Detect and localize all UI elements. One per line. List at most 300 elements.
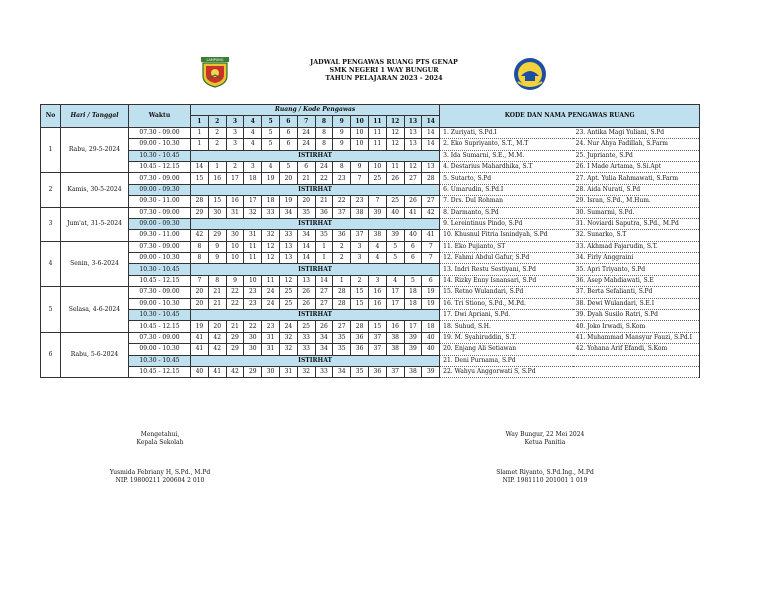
proctor-code: 10 xyxy=(351,127,369,138)
proctor-code: 39 xyxy=(404,332,422,343)
proctor-code: 22 xyxy=(226,287,244,298)
proctor-code: 32 xyxy=(262,230,280,241)
proctor-code: 12 xyxy=(262,241,280,252)
proctor-list-right: 33. Akhmad Fajarudin, S.T. xyxy=(573,241,700,252)
proctor-list-left: 10. Khusnul Fitria Isnindyah, S.Pd xyxy=(440,230,573,241)
proctor-code: 1 xyxy=(191,139,209,150)
proctor-code: 29 xyxy=(208,230,226,241)
proctor-code: 15 xyxy=(208,196,226,207)
proctor-list-right: 40. Joko Irwadi, S.Kom xyxy=(573,321,700,332)
proctor-code: 26 xyxy=(386,173,404,184)
break-cell: ISTIRHAT xyxy=(191,264,440,275)
proctor-code: 7 xyxy=(422,241,440,252)
proctor-code: 16 xyxy=(368,298,386,309)
proctor-code: 26 xyxy=(297,298,315,309)
time-slot: 07.30 - 09.00 xyxy=(129,332,191,343)
proctor-code: 14 xyxy=(297,253,315,264)
proctor-code: 30 xyxy=(262,366,280,377)
proctor-code: 32 xyxy=(244,207,262,218)
proctor-code: 18 xyxy=(404,287,422,298)
day-number: 5 xyxy=(41,287,61,333)
proctor-code: 9 xyxy=(208,253,226,264)
proctor-code: 9 xyxy=(351,161,369,172)
proctor-code: 3 xyxy=(351,241,369,252)
proctor-code: 17 xyxy=(244,196,262,207)
proctor-code: 20 xyxy=(191,298,209,309)
proctor-code: 8 xyxy=(315,127,333,138)
room-number: 7 xyxy=(297,116,315,127)
proctor-code: 18 xyxy=(244,173,262,184)
proctor-code: 4 xyxy=(244,139,262,150)
schedule-row xyxy=(41,230,700,241)
proctor-code: 7 xyxy=(191,275,209,286)
proctor-code: 22 xyxy=(226,298,244,309)
time-slot: 10.30 - 10.45 xyxy=(129,264,191,275)
proctor-code: 15 xyxy=(191,173,209,184)
proctor-code: 29 xyxy=(226,332,244,343)
proctor-code: 19 xyxy=(279,196,297,207)
day-date: Rabu, 29-5-2024 xyxy=(61,127,129,173)
proctor-code: 26 xyxy=(297,287,315,298)
proctor-code: 25 xyxy=(279,287,297,298)
room-number: 11 xyxy=(368,116,386,127)
time-slot: 10.30 - 10.45 xyxy=(129,150,191,161)
proctor-code: 37 xyxy=(368,344,386,355)
proctor-code: 36 xyxy=(351,332,369,343)
header-row xyxy=(41,105,700,116)
time-slot: 10.45 - 12.15 xyxy=(129,275,191,286)
proctor-list-right: 42. Yohana Arif Efandi, S.Kom xyxy=(573,344,700,355)
proctor-code: 42 xyxy=(208,332,226,343)
time-slot: 09.00 - 10.30 xyxy=(129,344,191,355)
proctor-list-right: 41. Muhammad Mansyur Fauzi, S.Pd.I xyxy=(573,332,700,343)
proctor-code: 38 xyxy=(368,230,386,241)
proctor-code: 4 xyxy=(368,241,386,252)
time-slot: 09.00 - 10.30 xyxy=(129,253,191,264)
day-number: 2 xyxy=(41,173,61,207)
proctor-code: 25 xyxy=(368,173,386,184)
schedule-row xyxy=(41,287,700,298)
proctor-code: 30 xyxy=(244,344,262,355)
time-slot: 10.45 - 12.15 xyxy=(129,366,191,377)
sign-left-nip: NIP. 19800211 200604 2 010 xyxy=(115,477,205,484)
proctor-code: 24 xyxy=(279,321,297,332)
schedule-row xyxy=(41,355,700,366)
schedule-row xyxy=(41,344,700,355)
proctor-code: 42 xyxy=(226,366,244,377)
proctor-list-right: 34. Firly Anggraini xyxy=(573,253,700,264)
time-slot: 07.30 - 09.00 xyxy=(129,207,191,218)
proctor-code: 6 xyxy=(279,139,297,150)
proctor-code: 23 xyxy=(351,196,369,207)
time-slot: 09.30 - 11.00 xyxy=(129,196,191,207)
proctor-code: 7 xyxy=(422,253,440,264)
proctor-code: 38 xyxy=(351,207,369,218)
room-number: 12 xyxy=(386,116,404,127)
proctor-code: 32 xyxy=(297,366,315,377)
proctor-code: 34 xyxy=(333,366,351,377)
proctor-code: 19 xyxy=(422,298,440,309)
proctor-code: 3 xyxy=(244,161,262,172)
proctor-code: 26 xyxy=(315,321,333,332)
schedule-row xyxy=(41,275,700,286)
proctor-code: 30 xyxy=(244,332,262,343)
proctor-code: 31 xyxy=(279,366,297,377)
proctor-code: 1 xyxy=(315,241,333,252)
document-header xyxy=(0,58,768,82)
proctor-code: 6 xyxy=(422,275,440,286)
proctor-code: 14 xyxy=(422,139,440,150)
proctor-list-right: 39. Dyah Susilo Ratri, S.Pd xyxy=(573,310,700,321)
proctor-code: 39 xyxy=(404,344,422,355)
proctor-list-left: 17. Dwi Apriani, S.Pd. xyxy=(440,310,573,321)
proctor-code: 19 xyxy=(191,321,209,332)
schedule-row xyxy=(41,184,700,195)
proctor-code: 4 xyxy=(262,161,280,172)
proctor-list-right: 32. Sunarko, S.T xyxy=(573,230,700,241)
proctor-code: 12 xyxy=(386,127,404,138)
proctor-list-left: 15. Retno Wulandari, S.Pd xyxy=(440,287,573,298)
proctor-code: 10 xyxy=(351,139,369,150)
proctor-code: 36 xyxy=(351,344,369,355)
proctor-code: 7 xyxy=(351,173,369,184)
proctor-code: 40 xyxy=(404,230,422,241)
proctor-code: 14 xyxy=(191,161,209,172)
proctor-code: 31 xyxy=(262,344,280,355)
proctor-code: 31 xyxy=(262,332,280,343)
schedule-row xyxy=(41,253,700,264)
proctor-code: 37 xyxy=(368,332,386,343)
proctor-code: 15 xyxy=(368,321,386,332)
col-header-room: Ruang / Kode Pengawas xyxy=(191,105,440,116)
proctor-code: 30 xyxy=(208,207,226,218)
time-slot: 10.45 - 12.15 xyxy=(129,161,191,172)
proctor-code: 34 xyxy=(297,230,315,241)
proctor-list-left: 7. Drs. Dul Rohman xyxy=(440,196,573,207)
time-slot: 10.30 - 10.45 xyxy=(129,310,191,321)
proctor-code: 32 xyxy=(279,332,297,343)
proctor-code: 22 xyxy=(315,173,333,184)
proctor-list-left: 6. Umarudin, S.Pd.I xyxy=(440,184,573,195)
proctor-code: 41 xyxy=(208,366,226,377)
proctor-code: 39 xyxy=(386,230,404,241)
proctor-code: 40 xyxy=(191,366,209,377)
proctor-code: 13 xyxy=(297,275,315,286)
proctor-code: 17 xyxy=(404,321,422,332)
proctor-code: 4 xyxy=(386,275,404,286)
sign-left-name: Yusmida Febriany H, S.Pd., M.Pd xyxy=(109,469,211,476)
time-slot: 09.30 - 11.00 xyxy=(129,230,191,241)
room-number: 13 xyxy=(404,116,422,127)
proctor-code: 38 xyxy=(386,332,404,343)
proctor-code: 10 xyxy=(226,253,244,264)
proctor-code: 11 xyxy=(262,275,280,286)
proctor-code: 41 xyxy=(422,230,440,241)
school-name: SMK NEGERI 1 WAY BUNGUR xyxy=(329,66,439,74)
proctor-code: 5 xyxy=(262,139,280,150)
day-date: Selasa, 4-6-2024 xyxy=(61,287,129,333)
doc-title: JADWAL PENGAWAS RUANG PTS GENAP xyxy=(310,58,458,66)
proctor-list-left: 8. Darmanto, S.Pd xyxy=(440,207,573,218)
proctor-code: 33 xyxy=(262,207,280,218)
room-number: 1 xyxy=(191,116,209,127)
proctor-code: 33 xyxy=(315,366,333,377)
proctor-code: 39 xyxy=(422,366,440,377)
proctor-code: 1 xyxy=(315,253,333,264)
col-header-no: No xyxy=(41,105,61,128)
proctor-list-right: 31. Noviardi Saputra, S.Pd., M.Pd xyxy=(573,218,700,229)
proctor-code: 28 xyxy=(191,196,209,207)
proctor-code: 2 xyxy=(333,241,351,252)
proctor-code: 25 xyxy=(297,321,315,332)
proctor-code: 27 xyxy=(333,321,351,332)
proctor-code: 29 xyxy=(191,207,209,218)
schedule-row xyxy=(41,241,700,252)
proctor-list-left: 9. Lereintinus Pindo, S.Pd xyxy=(440,218,573,229)
proctor-code: 11 xyxy=(244,241,262,252)
day-number: 6 xyxy=(41,332,61,378)
proctor-code: 20 xyxy=(279,173,297,184)
proctor-code: 25 xyxy=(279,298,297,309)
proctor-code: 11 xyxy=(368,139,386,150)
proctor-code: 24 xyxy=(262,287,280,298)
proctor-code: 28 xyxy=(422,173,440,184)
proctor-list-right: 24. Nur Ahya Fadillah, S.Farm xyxy=(573,139,700,150)
day-date: Kamis, 30-5-2024 xyxy=(61,173,129,207)
proctor-code: 31 xyxy=(244,230,262,241)
proctor-code: 16 xyxy=(386,321,404,332)
col-header-day: Hari / Tanggal xyxy=(61,105,129,128)
proctor-code: 28 xyxy=(333,287,351,298)
proctor-code: 37 xyxy=(351,230,369,241)
proctor-list-right: 28. Aida Nurati, S.Pd xyxy=(573,184,700,195)
proctor-code: 24 xyxy=(262,298,280,309)
room-number: 5 xyxy=(262,116,280,127)
room-number: 3 xyxy=(226,116,244,127)
proctor-list-left: 21. Deni Purnama, S.Pd xyxy=(440,355,573,366)
proctor-code: 2 xyxy=(333,253,351,264)
proctor-code: 3 xyxy=(351,253,369,264)
proctor-code: 11 xyxy=(368,127,386,138)
proctor-list-right: 26. I Made Artama, S.Si.Apt xyxy=(573,161,700,172)
day-number: 4 xyxy=(41,241,61,287)
academic-year: TAHUN PELAJARAN 2023 - 2024 xyxy=(325,74,443,82)
proctor-code: 11 xyxy=(244,253,262,264)
day-number: 3 xyxy=(41,207,61,241)
signature-left xyxy=(100,431,220,485)
proctor-code: 13 xyxy=(279,253,297,264)
proctor-code: 34 xyxy=(279,207,297,218)
time-slot: 10.30 - 10.45 xyxy=(129,355,191,366)
proctor-code: 18 xyxy=(404,298,422,309)
proctor-code: 35 xyxy=(315,230,333,241)
time-slot: 07.30 - 09.00 xyxy=(129,287,191,298)
proctor-code: 36 xyxy=(315,207,333,218)
proctor-code: 23 xyxy=(262,321,280,332)
proctor-code: 21 xyxy=(208,298,226,309)
room-number: 10 xyxy=(351,116,369,127)
proctor-list-left: 3. Ida Sumarni, S.E., M.M. xyxy=(440,150,573,161)
proctor-list-right: 23. Antika Magi Yuliani, S.Pd xyxy=(573,127,700,138)
proctor-code: 9 xyxy=(208,241,226,252)
proctor-code: 8 xyxy=(208,275,226,286)
proctor-code: 15 xyxy=(351,287,369,298)
proctor-code: 34 xyxy=(315,332,333,343)
proctor-code: 20 xyxy=(191,287,209,298)
time-slot: 09.00 - 10.30 xyxy=(129,298,191,309)
proctor-code: 13 xyxy=(404,139,422,150)
proctor-code: 29 xyxy=(226,344,244,355)
proctor-code: 6 xyxy=(279,127,297,138)
proctor-code: 9 xyxy=(333,139,351,150)
proctor-code: 2 xyxy=(208,139,226,150)
proctor-list-left: 2. Eko Supriyanto, S.T., M.T xyxy=(440,139,573,150)
proctor-code: 8 xyxy=(315,139,333,150)
proctor-code: 21 xyxy=(315,196,333,207)
proctor-code: 5 xyxy=(386,253,404,264)
proctor-code: 10 xyxy=(368,161,386,172)
proctor-list-left: 11. Eko Pujianto, ST xyxy=(440,241,573,252)
signature-right xyxy=(470,431,620,485)
schedule-row xyxy=(41,173,700,184)
proctor-code: 8 xyxy=(191,253,209,264)
proctor-list-right: 27. Apt. Yulia Rahmawati, S.Farm xyxy=(573,173,700,184)
time-slot: 07.30 - 09.00 xyxy=(129,173,191,184)
proctor-code: 19 xyxy=(262,173,280,184)
sign-right-line2: Ketua Panitia xyxy=(524,439,566,446)
proctor-code: 19 xyxy=(422,287,440,298)
proctor-list-left: 16. Tri Stiono, S.Pd., M.Pd. xyxy=(440,298,573,309)
proctor-code: 23 xyxy=(244,298,262,309)
proctor-list-left: 1. Zuriyati, S.Pd.I xyxy=(440,127,573,138)
proctor-list-right: 25. Jupriante, S.Pd xyxy=(573,150,700,161)
proctor-schedule-table xyxy=(40,104,700,378)
proctor-code: 15 xyxy=(351,298,369,309)
proctor-code: 23 xyxy=(333,173,351,184)
proctor-code: 24 xyxy=(315,161,333,172)
day-date: Rabu, 5-6-2024 xyxy=(61,332,129,378)
proctor-code: 34 xyxy=(315,344,333,355)
schedule-row xyxy=(41,207,700,218)
break-cell: ISTIRHAT xyxy=(191,310,440,321)
proctor-list-right: 35. Apri Triyanto, S.Pd xyxy=(573,264,700,275)
proctor-list-right: 36. Asep Mahdiawati, S.E xyxy=(573,275,700,286)
proctor-code: 18 xyxy=(422,321,440,332)
proctor-code: 6 xyxy=(404,253,422,264)
proctor-code: 14 xyxy=(297,241,315,252)
proctor-code: 17 xyxy=(386,287,404,298)
time-slot: 10.45 - 12.15 xyxy=(129,321,191,332)
proctor-code: 2 xyxy=(208,127,226,138)
proctor-code: 26 xyxy=(404,196,422,207)
proctor-list-right xyxy=(573,355,700,366)
proctor-code: 23 xyxy=(244,287,262,298)
schedule-row xyxy=(41,161,700,172)
proctor-code: 31 xyxy=(226,207,244,218)
proctor-code: 36 xyxy=(333,230,351,241)
proctor-code: 35 xyxy=(297,207,315,218)
proctor-code: 5 xyxy=(279,161,297,172)
proctor-code: 2 xyxy=(226,161,244,172)
schedule-row xyxy=(41,366,700,377)
proctor-code: 12 xyxy=(386,139,404,150)
proctor-code: 41 xyxy=(404,207,422,218)
sign-left-line1: Mengetahui, xyxy=(140,431,180,438)
break-cell: ISTIRHAT xyxy=(191,218,440,229)
proctor-code: 5 xyxy=(386,241,404,252)
schedule-row xyxy=(41,310,700,321)
proctor-code: 42 xyxy=(191,230,209,241)
proctor-code: 35 xyxy=(333,332,351,343)
proctor-code: 12 xyxy=(262,253,280,264)
sign-right-nip: NIP. 1981110 201001 1 019 xyxy=(502,477,588,484)
proctor-code: 42 xyxy=(208,344,226,355)
proctor-code: 40 xyxy=(422,332,440,343)
proctor-code: 38 xyxy=(386,344,404,355)
proctor-code: 16 xyxy=(368,287,386,298)
proctor-code: 9 xyxy=(333,127,351,138)
time-slot: 09.00 - 09.30 xyxy=(129,184,191,195)
proctor-code: 4 xyxy=(368,253,386,264)
proctor-code: 18 xyxy=(262,196,280,207)
proctor-code: 37 xyxy=(333,207,351,218)
time-slot: 07.30 - 09.00 xyxy=(129,241,191,252)
proctor-code: 17 xyxy=(386,298,404,309)
proctor-code: 1 xyxy=(333,275,351,286)
proctor-code: 3 xyxy=(226,127,244,138)
proctor-code: 24 xyxy=(297,127,315,138)
proctor-code: 35 xyxy=(333,344,351,355)
proctor-code: 10 xyxy=(226,241,244,252)
schedule-row xyxy=(41,321,700,332)
proctor-code: 28 xyxy=(351,321,369,332)
schedule-row xyxy=(41,298,700,309)
proctor-code: 39 xyxy=(368,207,386,218)
proctor-list-left: 12. Fahmi Abdul Gafur, S.Pd xyxy=(440,253,573,264)
proctor-code: 21 xyxy=(226,321,244,332)
proctor-code: 12 xyxy=(404,161,422,172)
proctor-code: 14 xyxy=(315,275,333,286)
proctor-code: 22 xyxy=(244,321,262,332)
proctor-code: 21 xyxy=(297,173,315,184)
proctor-code: 8 xyxy=(333,161,351,172)
proctor-code: 28 xyxy=(333,298,351,309)
room-number: 4 xyxy=(244,116,262,127)
proctor-code: 4 xyxy=(244,127,262,138)
time-slot: 09.00 - 10.30 xyxy=(129,139,191,150)
proctor-code: 24 xyxy=(297,139,315,150)
proctor-code: 20 xyxy=(208,321,226,332)
proctor-list-left: 19. M. Syahiruddin, S.T. xyxy=(440,332,573,343)
schedule-row xyxy=(41,196,700,207)
proctor-code: 25 xyxy=(386,196,404,207)
proctor-list-left: 13. Indri Restu Sestiyani, S.Pd xyxy=(440,264,573,275)
proctor-code: 20 xyxy=(297,196,315,207)
proctor-list-right: 38. Dewi Wulandari, S.E.I xyxy=(573,298,700,309)
proctor-code: 5 xyxy=(262,127,280,138)
schedule-row xyxy=(41,218,700,229)
day-date: Senin, 3-6-2024 xyxy=(61,241,129,287)
proctor-code: 36 xyxy=(368,366,386,377)
proctor-code: 6 xyxy=(297,161,315,172)
proctor-code: 33 xyxy=(297,344,315,355)
sign-right-name: Slamet Riyanto, S.Pd.Ing., M.Pd xyxy=(496,469,594,476)
proctor-code: 35 xyxy=(351,366,369,377)
proctor-code: 41 xyxy=(191,332,209,343)
proctor-code: 13 xyxy=(279,241,297,252)
proctor-code: 13 xyxy=(422,161,440,172)
proctor-code: 3 xyxy=(368,275,386,286)
